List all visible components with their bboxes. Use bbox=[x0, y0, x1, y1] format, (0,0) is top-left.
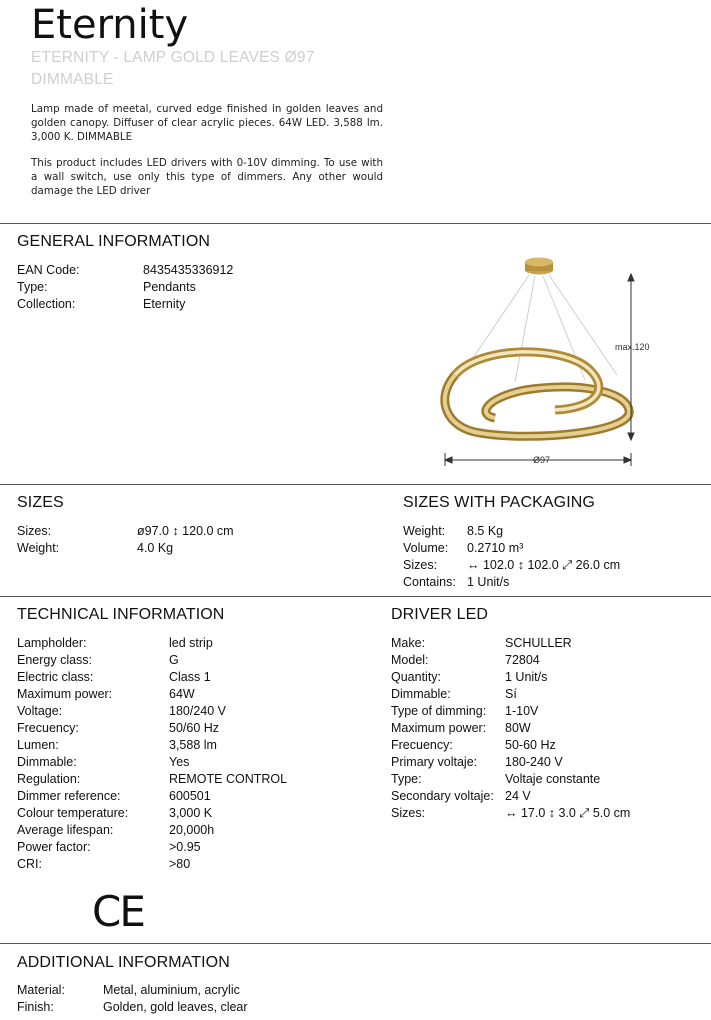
divider bbox=[0, 484, 711, 485]
info-label: Average lifespan: bbox=[17, 823, 114, 837]
divider bbox=[0, 596, 711, 597]
info-value: 0.2710 m³ bbox=[467, 541, 524, 555]
info-value: Class 1 bbox=[169, 670, 211, 684]
info-label: Power factor: bbox=[17, 840, 91, 854]
product-description: Lamp made of meetal, curved edge finished in golden leaves and golden canopy. Diffuser of clear acrylic pieces. 64W LED. 3,588 lm. 3,000 K. DIMMABLE bbox=[31, 103, 383, 143]
info-label: CRI: bbox=[17, 857, 42, 871]
info-label: Maximum power: bbox=[391, 721, 487, 735]
info-value: 50-60 Hz bbox=[505, 738, 556, 752]
info-value: 20,000h bbox=[169, 823, 215, 837]
info-value: ↔ 17.0 ↕ 3.0 ⤢ 5.0 cm bbox=[505, 806, 631, 820]
sizes-heading: SIZES bbox=[17, 494, 64, 511]
product-subtitle: ETERNITY - LAMP GOLD LEAVES Ø97 DIMMABLE bbox=[31, 49, 315, 88]
info-label: Frecuency: bbox=[17, 721, 79, 735]
info-value: 600501 bbox=[169, 789, 211, 803]
info-label: EAN Code: bbox=[17, 263, 80, 277]
info-value: 72804 bbox=[505, 653, 540, 667]
info-value: REMOTE CONTROL bbox=[169, 772, 288, 786]
height-dimension-label: max.120 bbox=[615, 342, 650, 352]
info-label: Frecuency: bbox=[391, 738, 453, 752]
info-value: ↔ 102.0 ↕ 102.0 ⤢ 26.0 cm bbox=[467, 558, 621, 572]
driver-notice: This product includes LED drivers with 0-10V dimming. To use with a wall switch, use only this type of dimmers. Any other would damage the LED driver bbox=[31, 157, 383, 197]
info-label: Dimmable: bbox=[17, 755, 77, 769]
info-value: ø97.0 ↕ 120.0 cm bbox=[137, 524, 234, 538]
info-label: Regulation: bbox=[17, 772, 81, 786]
info-label: Energy class: bbox=[17, 653, 93, 667]
info-label: Make: bbox=[391, 636, 426, 650]
info-value: 50/60 Hz bbox=[169, 721, 220, 735]
info-label: Sizes: bbox=[403, 558, 438, 572]
lamp-rings bbox=[445, 352, 629, 436]
info-value: Metal, aluminium, acrylic bbox=[103, 983, 240, 997]
packaging-heading: SIZES WITH PACKAGING bbox=[403, 494, 595, 511]
info-value: 180-240 V bbox=[505, 755, 563, 769]
info-label: Model: bbox=[391, 653, 429, 667]
info-label: Type: bbox=[391, 772, 422, 786]
suspension-cables bbox=[465, 275, 617, 382]
diameter-dimension-label: Ø97 bbox=[533, 455, 551, 465]
info-label: Colour temperature: bbox=[17, 806, 129, 820]
info-label: Type of dimming: bbox=[391, 704, 487, 718]
info-value: >80 bbox=[169, 857, 191, 871]
info-value: Eternity bbox=[143, 297, 186, 311]
general-info-heading: GENERAL INFORMATION bbox=[17, 233, 211, 250]
info-value: Yes bbox=[169, 755, 190, 769]
info-label: Secondary voltaje: bbox=[391, 789, 494, 803]
canopy-shape bbox=[525, 258, 553, 275]
info-value: 1 Unit/s bbox=[505, 670, 548, 684]
info-label: Dimmer reference: bbox=[17, 789, 121, 803]
info-label: Quantity: bbox=[391, 670, 442, 684]
info-value: SCHULLER bbox=[505, 636, 572, 650]
ce-mark-icon: CE bbox=[92, 887, 144, 936]
technical-info-heading: TECHNICAL INFORMATION bbox=[17, 606, 225, 623]
divider bbox=[0, 223, 711, 224]
info-label: Lumen: bbox=[17, 738, 59, 752]
driver-led-heading: DRIVER LED bbox=[391, 606, 489, 623]
info-value: Sí bbox=[505, 687, 517, 701]
info-label: Primary voltaje: bbox=[391, 755, 478, 769]
divider bbox=[0, 943, 711, 944]
info-label: Volume: bbox=[403, 541, 449, 555]
info-label: Material: bbox=[17, 983, 65, 997]
info-value: 8435435336912 bbox=[143, 263, 234, 277]
info-value: 1-10V bbox=[505, 704, 539, 718]
info-value: 80W bbox=[505, 721, 531, 735]
info-label: Maximum power: bbox=[17, 687, 113, 701]
info-value: Golden, gold leaves, clear bbox=[103, 1000, 248, 1014]
info-label: Dimmable: bbox=[391, 687, 451, 701]
info-value: G bbox=[169, 653, 179, 667]
info-value: 1 Unit/s bbox=[467, 575, 510, 589]
info-label: Weight: bbox=[17, 541, 60, 555]
info-value: >0.95 bbox=[169, 840, 201, 854]
info-label: Lampholder: bbox=[17, 636, 87, 650]
info-value: 64W bbox=[169, 687, 195, 701]
info-label: Electric class: bbox=[17, 670, 94, 684]
info-value: Pendants bbox=[143, 280, 196, 294]
info-value: 24 V bbox=[505, 789, 531, 803]
info-value: 4.0 Kg bbox=[137, 541, 174, 555]
info-label: Finish: bbox=[17, 1000, 54, 1014]
additional-info-heading: ADDITIONAL INFORMATION bbox=[17, 954, 230, 971]
info-value: 3,000 K bbox=[169, 806, 213, 820]
info-value: 180/240 V bbox=[169, 704, 226, 718]
info-label: Collection: bbox=[17, 297, 76, 311]
info-label: Sizes: bbox=[17, 524, 52, 538]
info-label: Contains: bbox=[403, 575, 456, 589]
info-label: Voltage: bbox=[17, 704, 63, 718]
info-value: 3,588 lm bbox=[169, 738, 217, 752]
info-label: Weight: bbox=[403, 524, 446, 538]
info-value: Voltaje constante bbox=[505, 772, 601, 786]
info-label: Sizes: bbox=[391, 806, 426, 820]
info-value: led strip bbox=[169, 636, 213, 650]
info-label: Type: bbox=[17, 280, 48, 294]
product-drawing bbox=[425, 250, 675, 475]
page-title: Eternity bbox=[31, 2, 189, 48]
info-value: 8.5 Kg bbox=[467, 524, 504, 538]
